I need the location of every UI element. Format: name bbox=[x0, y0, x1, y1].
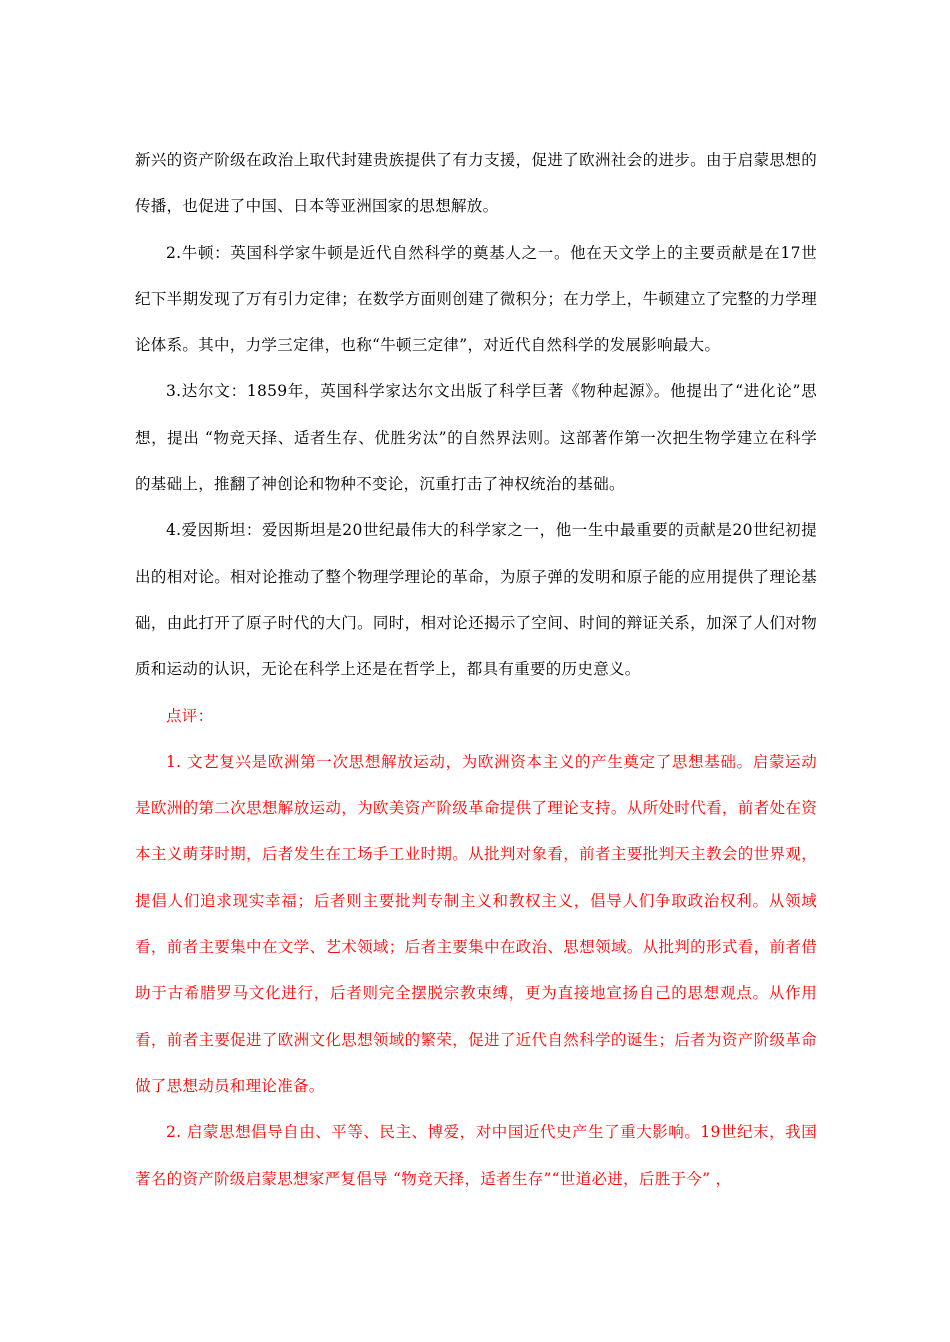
commentary-item-2: 2. 启蒙思想倡导自由、平等、民主、博爱，对中国近代史产生了重大影响。19世纪末，我国著名的资产阶级启蒙思想家严复倡导 “物竞天择，适者生存”“世道必进，后胜于今” ， bbox=[135, 1123, 817, 1188]
paragraph-continuation: 新兴的资产阶级在政治上取代封建贵族提供了有力支援，促进了欧洲社会的进步。由于启蒙思想的传播，也促进了中国、日本等亚洲国家的思想解放。 bbox=[135, 151, 817, 216]
paragraph-newton: 2.牛顿：英国科学家牛顿是近代自然科学的奠基人之一。他在天文学上的主要贡献是在17世纪下半期发现了万有引力定律；在数学方面则创建了微积分；在力学上，牛顿建立了完整的力学理论体系。其中，力学三定律，也称“牛顿三定律”，对近代自然科学的发展影响最大。 bbox=[135, 243, 817, 355]
commentary-item-1: 1. 文艺复兴是欧洲第一次思想解放运动，为欧洲资本主义的产生奠定了思想基础。启蒙运动是欧洲的第二次思想解放运动，为欧美资产阶级革命提供了理论支持。从所处时代看，前者处在资本主义萌芽时期，后者发生在工场手工业时期。从批判对象看，前者主要批判天主教会的世界观，提倡人们追求现实幸福；后者则主要批判专制主义和教权主义，倡导人们争取政治权利。从领域看，前者主要集中在文学、艺术领域；后者主要集中在政治、思想领域。从批判的形式看，前者借助于古希腊罗马文化进行，后者则完全摆脱宗教束缚，更为直接地宣扬自己的思想观点。从作用看，前者主要促进了欧洲文化思想领域的繁荣，促进了近代自然科学的诞生；后者为资产阶级革命做了思想动员和理论准备。 bbox=[135, 752, 817, 1095]
commentary-label: 点评： bbox=[166, 706, 214, 725]
document-page bbox=[135, 137, 817, 1202]
paragraph-einstein: 4.爱因斯坦：爱因斯坦是20世纪最伟大的科学家之一，他一生中最重要的贡献是20世纪初提出的相对论。相对论推动了整个物理学理论的革命，为原子弹的发明和原子能的应用提供了理论基础，由此打开了原子时代的大门。同时，相对论还揭示了空间、时间的辩证关系，加深了人们对物质和运动的认识，无论在科学上还是在哲学上，都具有重要的历史意义。 bbox=[135, 521, 817, 679]
paragraph-darwin: 3.达尔文：1859年，英国科学家达尔文出版了科学巨著《物种起源》。他提出了“进化论”思想，提出 “物竞天择、适者生存、优胜劣汰”的自然界法则。这部著作第一次把生物学建立在科学的基础上，推翻了神创论和物种不变论，沉重打击了神权统治的基础。 bbox=[135, 382, 817, 494]
